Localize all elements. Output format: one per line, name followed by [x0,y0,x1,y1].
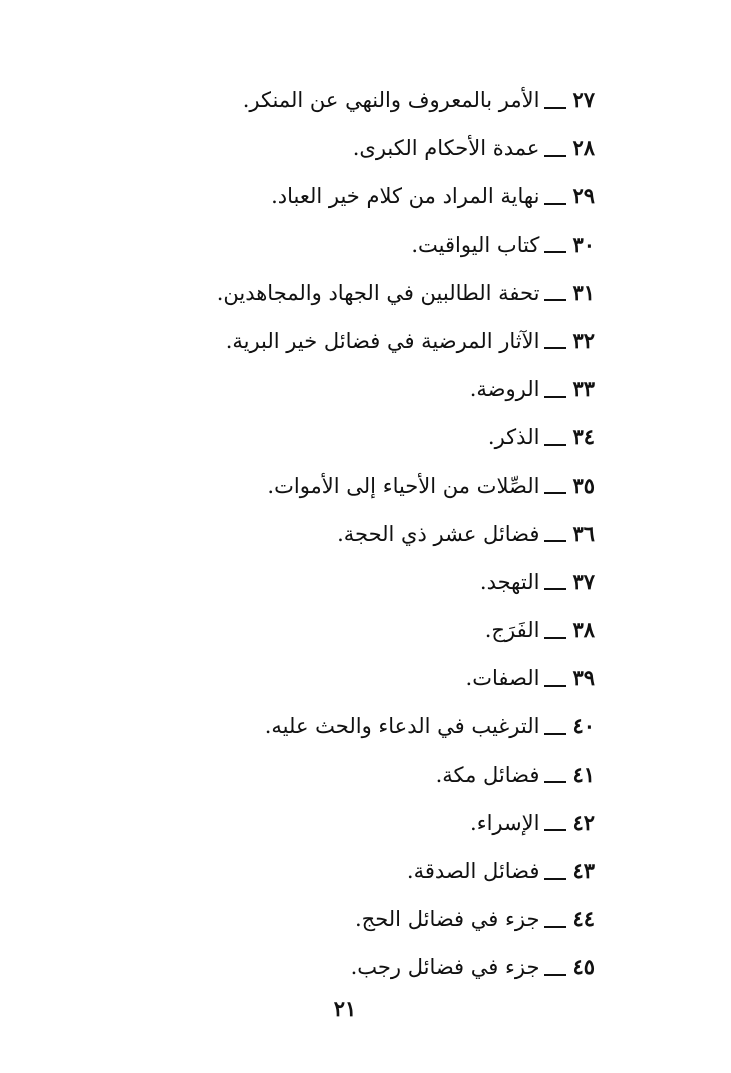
entry-dash [544,637,566,639]
entry-number: ٣٥ [572,472,595,498]
entry-title: الصِّلات من الأحياء إلى الأموات. [267,473,540,498]
entry-number: ٢٩ [572,183,595,209]
list-item [75,751,595,799]
list-item [75,895,595,943]
entry-number: ٣٠ [572,231,595,257]
entry-number: ٣٣ [572,376,595,402]
list-item [75,172,595,220]
entry-dash [544,540,566,542]
entry-number: ٢٧ [572,87,595,112]
entry-number: ٤٠ [572,713,595,739]
entry-dash [544,203,566,205]
entry-dash [544,974,566,976]
list-item [75,799,595,847]
entry-number: ٣٦ [572,520,595,546]
entry-title: الترغيب في الدعاء والحث عليه. [264,714,540,739]
entry-title: الصفات. [465,666,540,691]
list-item [75,606,595,654]
entry-title: الإسراء. [470,810,540,835]
entry-number: ٤١ [572,761,595,787]
entry-number: ٣١ [572,279,595,305]
entry-title: نهاية المراد من كلام خير العباد. [271,184,540,209]
list-item [75,221,595,269]
entry-dash [544,733,566,735]
list-item [75,269,595,317]
entry-number: ٣٧ [572,568,595,594]
entry-dash [544,492,566,494]
entry-title: جزء في فضائل رجب. [350,955,540,980]
list-item [75,510,595,558]
list-item [75,317,595,365]
entry-number: ٣٨ [572,617,595,643]
entry-dash [544,444,566,446]
entry-dash [544,155,566,157]
entry-title: الروضة. [469,377,540,402]
entry-dash [544,588,566,590]
page-number: ٢١ [333,996,357,1021]
list-item [75,413,595,461]
list-item [75,943,595,991]
entry-dash [544,685,566,687]
entry-title: تحفة الطالبين في الجهاد والمجاهدين. [216,280,540,305]
list-item [75,847,595,895]
entry-dash [544,781,566,783]
entry-title: فضائل الصدقة. [406,859,540,883]
entry-title: الآثار المرضية في فضائل خير البرية. [225,328,540,353]
entry-number: ٤٤ [572,906,595,932]
entry-dash [544,926,566,928]
entry-number: ٤٣ [572,858,595,883]
entry-number: ٢٨ [572,135,595,161]
entry-number: ٤٥ [572,954,595,980]
list-item [75,124,595,172]
works-list [75,76,595,992]
entry-dash [544,829,566,831]
entry-title: فضائل عشر ذي الحجة. [337,521,540,546]
entry-title: فضائل مكة. [435,762,540,787]
list-item [75,702,595,750]
entry-number: ٣٩ [572,665,595,691]
entry-dash [544,107,566,109]
entry-title: التهجد. [479,569,540,594]
entry-dash [544,299,566,301]
entry-number: ٤٢ [572,809,595,835]
entry-title: الأمر بالمعروف والنهي عن المنكر. [242,88,540,112]
entry-title: الفَرَج. [484,618,540,643]
entry-dash [544,251,566,253]
entry-dash [544,878,566,880]
entry-number: ٣٤ [572,424,595,450]
entry-dash [544,347,566,349]
list-item [75,365,595,413]
list-item [75,558,595,606]
list-item [75,462,595,510]
entry-number: ٣٢ [572,327,595,353]
entry-title: الذكر. [487,425,540,450]
entry-dash [544,396,566,398]
list-item [75,654,595,702]
entry-title: عمدة الأحكام الكبرى. [352,136,540,161]
list-item [75,76,595,124]
entry-title: كتاب اليواقيت. [411,232,540,257]
entry-title: جزء في فضائل الحج. [355,907,540,932]
